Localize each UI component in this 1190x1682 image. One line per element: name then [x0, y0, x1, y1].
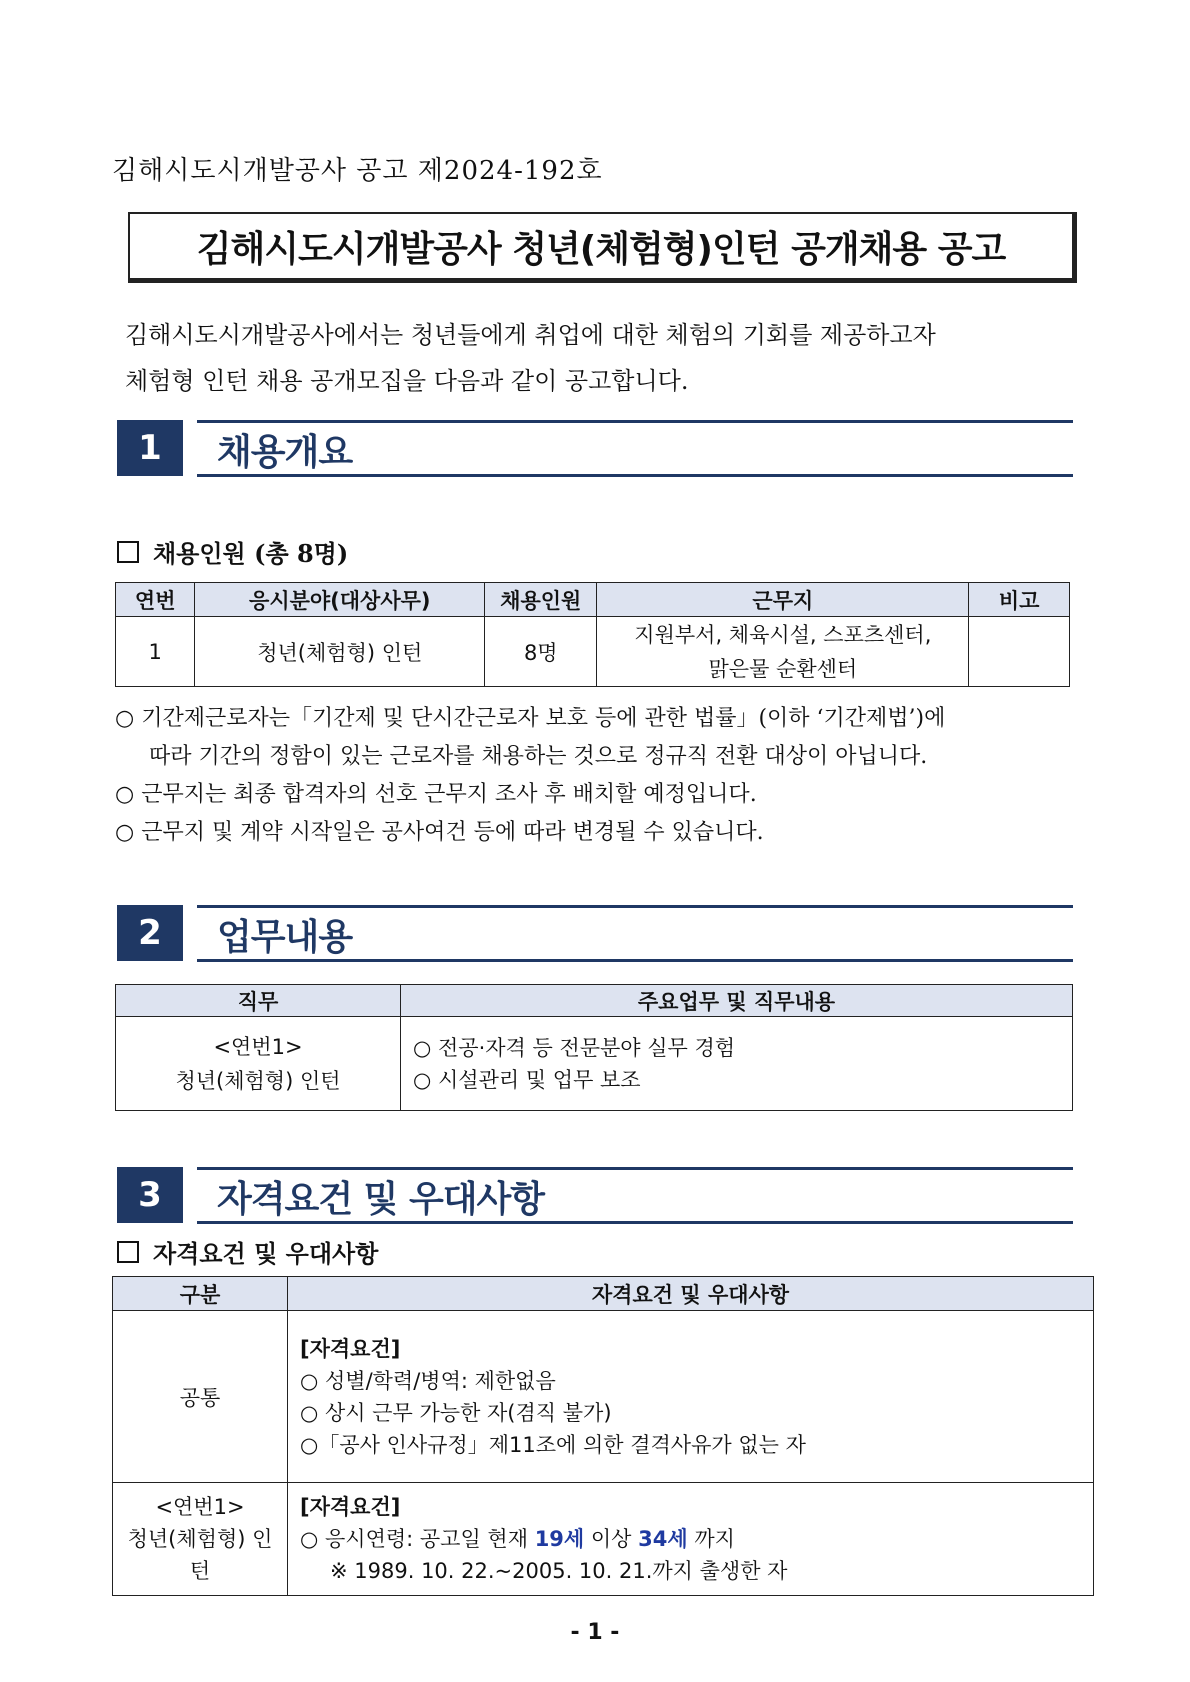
location-line: 지원부서, 체육시설, 스포츠센터,: [634, 622, 932, 647]
section-rule: [197, 905, 1073, 908]
section-rule: [197, 474, 1073, 477]
section-number: 2: [117, 905, 183, 961]
checkbox-square-icon: [117, 1241, 139, 1263]
subheading-recruit-count: [117, 534, 348, 569]
age-prefix: ○ 응시연령: 공고일 현재: [300, 1527, 535, 1551]
cell-category: 공통: [113, 1311, 288, 1483]
intro-line-1: 김해시도시개발공사에서는 청년들에게 취업에 대한 체험의 기회를 제공하고자: [125, 321, 936, 349]
section-title: 업무내용: [217, 917, 353, 958]
subheading-qualifications: [117, 1234, 378, 1269]
qualification-table: [112, 1276, 1094, 1596]
table-row: [113, 1311, 1094, 1483]
section-rule: [197, 1167, 1073, 1170]
section-3-header: [117, 1167, 1073, 1227]
cell-requirements: [288, 1483, 1094, 1596]
section-2-header: [117, 905, 1073, 965]
requirement-item: ○ 성별/학력/병역: 제한없음: [300, 1368, 556, 1393]
col-header: 자격요건 및 우대사항: [288, 1277, 1094, 1311]
cell-job: [116, 1017, 401, 1111]
col-header: 근무지: [597, 583, 969, 617]
cell-no: 1: [116, 617, 195, 687]
age-suffix: 까지: [687, 1527, 735, 1551]
document-title: [128, 212, 1077, 283]
location-line: 맑은물 순환센터: [708, 656, 858, 681]
birth-range-note: ※ 1989. 10. 22.~2005. 10. 21.까지 출생한 자: [330, 1559, 788, 1583]
section-number: 1: [117, 420, 183, 476]
col-header: 연번: [116, 583, 195, 617]
duty-item: ○ 전공·자격 등 전문분야 실무 경험: [413, 1035, 736, 1060]
table-row: [116, 1017, 1073, 1111]
requirement-age: [300, 1523, 1081, 1555]
cell-field: 청년(체험형) 인턴: [195, 617, 485, 687]
section-title: 채용개요: [217, 432, 353, 473]
col-header: 응시분야(대상사무): [195, 583, 485, 617]
cell-location: [597, 617, 969, 687]
col-header: 주요업무 및 직무내용: [401, 985, 1073, 1017]
col-header: 구분: [113, 1277, 288, 1311]
intro-line-2: 체험형 인턴 채용 공개모집을 다음과 같이 공고합니다.: [125, 367, 689, 395]
requirement-heading: [자격요건]: [300, 1336, 401, 1361]
cell-requirements: [288, 1311, 1094, 1483]
age-mid: 이상: [584, 1527, 639, 1551]
section-rule: [197, 1221, 1073, 1224]
note-line: 따라 기간의 정함이 있는 근로자를 채용하는 것으로 정규직 전환 대상이 아닙니다.: [149, 744, 928, 769]
job-line: 청년(체험형) 인턴: [175, 1068, 341, 1093]
section-1-notes: [115, 700, 1075, 852]
intro-paragraph: [125, 312, 1095, 404]
section-rule: [197, 959, 1073, 962]
checkbox-square-icon: [117, 541, 139, 563]
cell-duties: [401, 1017, 1073, 1111]
col-header: 직무: [116, 985, 401, 1017]
duties-table: [115, 984, 1073, 1111]
table-row: [116, 617, 1070, 687]
note-line: ○ 근무지는 최종 합격자의 선호 근무지 조사 후 배치할 예정입니다.: [115, 782, 757, 807]
subheading-text: 자격요건 및 우대사항: [153, 1239, 379, 1268]
col-header: 비고: [969, 583, 1070, 617]
section-number: 3: [117, 1167, 183, 1223]
job-line: <연번1>: [213, 1034, 303, 1059]
note-line: ○ 근무지 및 계약 시작일은 공사여건 등에 따라 변경될 수 있습니다.: [115, 820, 764, 845]
cell-count: 8명: [485, 617, 597, 687]
table-header-row: [116, 583, 1070, 617]
page-number: - 1 -: [570, 1620, 620, 1645]
notice-number: 김해시도시개발공사 공고 제2024-192호: [112, 156, 603, 186]
section-title: 자격요건 및 우대사항: [217, 1179, 545, 1220]
table-header-row: [116, 985, 1073, 1017]
subheading-text: 채용인원 (총 8명): [153, 539, 349, 568]
requirement-item: ○「공사 인사규정」제11조에 의한 결격사유가 없는 자: [300, 1432, 806, 1457]
table-header-row: [113, 1277, 1094, 1311]
requirement-item: ○ 상시 근무 가능한 자(겸직 불가): [300, 1400, 612, 1425]
age-max: 34세: [638, 1527, 688, 1551]
section-1-header: [117, 420, 1073, 480]
document-title-text: 김해시도시개발공사 청년(체험형)인턴 공개채용 공고: [196, 228, 1006, 270]
category-line: <연번1>: [155, 1495, 245, 1519]
cell-category: [113, 1483, 288, 1596]
recruit-table: [115, 582, 1070, 687]
requirement-heading: [자격요건]: [300, 1495, 401, 1519]
table-row: [113, 1483, 1094, 1596]
age-min: 19세: [534, 1527, 585, 1551]
note-line: ○ 기간제근로자는「기간제 및 단시간근로자 보호 등에 관한 법률」(이하 ‘기간제법’)에: [115, 706, 946, 731]
cell-note: [969, 617, 1070, 687]
col-header: 채용인원: [485, 583, 597, 617]
category-line: 청년(체험형) 인턴: [127, 1527, 273, 1583]
section-rule: [197, 420, 1073, 423]
duty-item: ○ 시설관리 및 업무 보조: [413, 1067, 641, 1092]
